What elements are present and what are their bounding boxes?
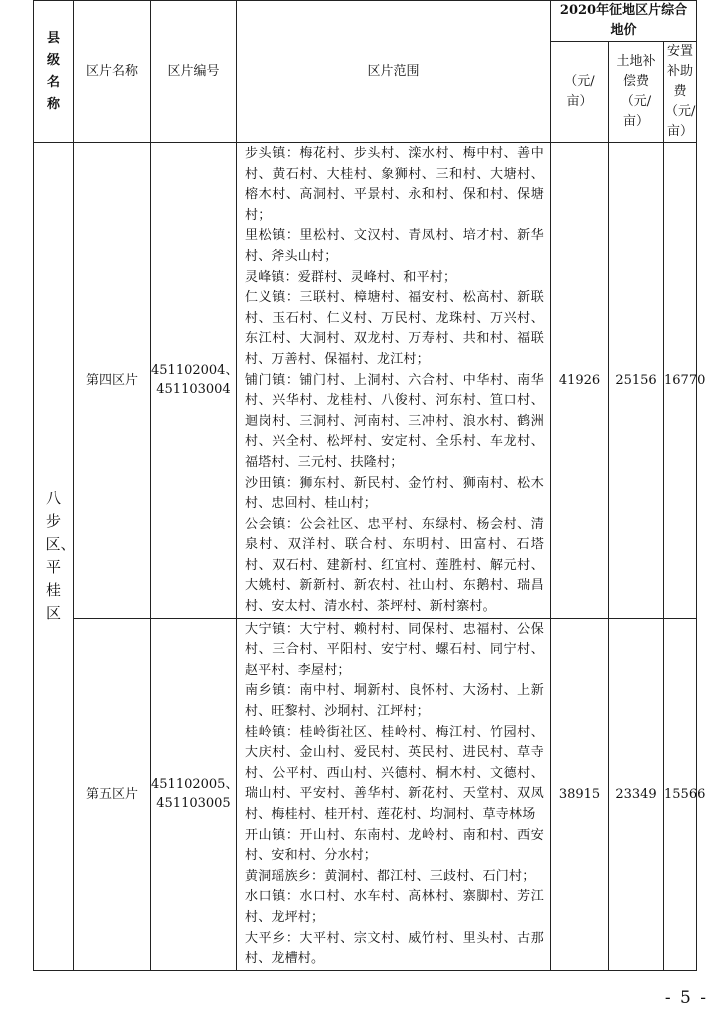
zone-name-cell: 第四区片 [74,143,151,619]
range-segment: 水口镇：水口村、水车村、高林村、寨脚村、芳江村、龙坪村； [245,889,544,925]
range-segment: 开山镇：开山村、东南村、龙岭村、南和村、西安村、安和村、分水村； [245,827,544,864]
zone-code-cell: 451102005、451103005 [151,618,237,970]
zone-range-cell [237,618,551,970]
header-price-group: 2020年征地区片综合地价 [551,1,697,42]
resettle-cell: 16770 [664,143,697,619]
land-comp-cell: 23349 [609,618,664,970]
header-zone-code: 区片编号 [151,1,237,143]
land-comp-cell: 25156 [609,143,664,619]
price-cell: 41926 [551,143,609,619]
page-number: - 5 - [664,988,708,1008]
range-segment: 桂岭镇：桂岭街社区、桂岭村、梅江村、竹园村、大庆村、金山村、爱民村、英民村、进民村、草寺村、公平村、西山村、兴德村、桐木村、文德村、瑞山村、平安村、善华村、新花村、天堂村、双凤村、梅桂村、桂开村、莲花村、均洞村、草寺林场 [245,724,544,822]
range-segment: 沙田镇：狮东村、新民村、金竹村、狮南村、松木村、忠回村、桂山村； [245,475,544,512]
county-cell: 八步区、平桂区 [34,143,74,971]
range-segment: 大宁镇：大宁村、赖村村、同保村、忠福村、公保村、三合村、平阳村、安宁村、螺石村、同宁村、赵平村、李屋村； [245,621,544,678]
header-zone-range: 区片范围 [237,1,551,143]
header-land-comp: 土地补偿费（元/亩） [609,42,664,143]
header-resettle: 安置补助费（元/亩） [664,42,697,143]
range-segment: 公会镇：公会社区、忠平村、东绿村、杨会村、清泉村、双洋村、联合村、东明村、田富村、石塔村、双石村、建新村、红宜村、莲胜村、解元村、大姚村、新新村、新农村、社山村、东鹅村、瑞昌村、安太村、清水村、茶坪村、新村寨村。 [245,516,544,615]
header-county: 县级名称 [34,1,74,143]
range-segment: 黄洞瑶族乡：黄洞村、都江村、三歧村、石门村； [245,868,536,884]
range-segment: 步头镇：梅花村、步头村、滦水村、梅中村、善中村、黄石村、大桂村、象狮村、三和村、大塘村、榕木村、高洞村、平景村、永和村、保和村、保塘村； [245,146,544,223]
range-segment: 仁义镇：三联村、樟塘村、福安村、松高村、新联村、玉石村、仁义村、万民村、龙珠村、万兴村、东江村、大洞村、双龙村、万寿村、共和村、福联村、万善村、保福村、龙江村； [245,290,544,367]
zone-range-cell [237,143,551,619]
zone-name-cell: 第五区片 [74,618,151,970]
zone-code-cell: 451102004、451103004 [151,143,237,619]
range-segment: 灵峰镇：爱群村、灵峰村、和平村； [245,269,457,285]
range-segment: 南乡镇：南中村、垌新村、良怀村、大汤村、上新村、旺黎村、沙垌村、江坪村； [245,683,544,720]
land-price-table [33,0,706,971]
resettle-cell: 15566 [664,618,697,970]
header-unit: （元/亩） [551,42,609,143]
price-cell: 38915 [551,618,609,970]
range-segment: 大平乡：大平村、宗文村、威竹村、里头村、古那村、龙槽村。 [245,930,544,967]
range-segment: 里松镇：里松村、文汉村、青凤村、培才村、新华村、斧头山村； [245,228,544,264]
range-segment: 铺门镇：铺门村、上洞村、六合村、中华村、南华村、兴华村、龙桂村、八俊村、河东村、笪口村、迴岗村、三洞村、河南村、三冲村、浪水村、鹤洲村、兴全村、松坪村、安定村、全乐村、车龙村、福塔村、三元村、扶隆村； [245,372,544,470]
header-zone-name: 区片名称 [74,1,151,143]
